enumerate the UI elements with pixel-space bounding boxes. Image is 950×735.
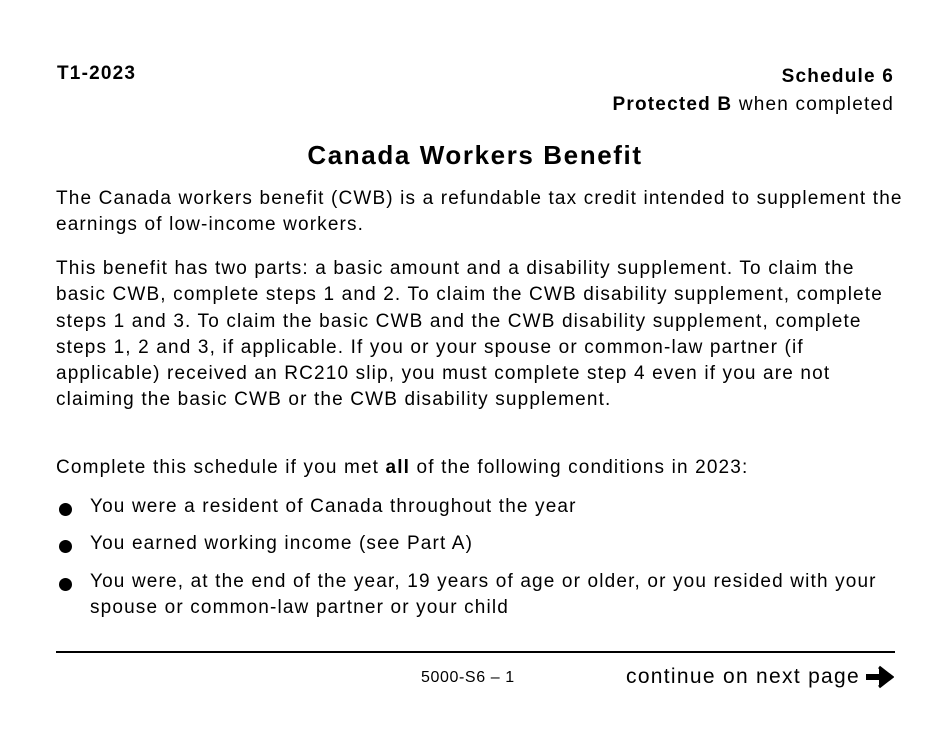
bullet-icon: [59, 503, 72, 516]
bullet-icon: [59, 578, 72, 591]
schedule-label: Schedule 6: [781, 66, 894, 87]
continue-next-page: [626, 665, 894, 689]
arrow-right-icon: [864, 665, 894, 689]
conditions-intro-bold: all: [385, 457, 411, 478]
protected-b-label: Protected B: [612, 94, 733, 115]
list-item: [56, 494, 906, 520]
list-item: [56, 569, 906, 622]
page-title: Canada Workers Benefit: [307, 140, 643, 170]
form-id: T1-2023: [57, 63, 137, 84]
protected-suffix: when completed: [732, 94, 894, 115]
parts-paragraph: This benefit has two parts: a basic amount and a disability supplement. To claim the basic CWB, complete steps 1 and 2. To claim the CWB disability supplement, complete steps 1 and 3. To claim the basic CWB and the CWB disability supplement, complete steps 1, 2 and 3, if applicable. If you or your spouse or common-law partner (if applicable) received an RC210 slip, you must complete step 4 even if you are not claiming the basic CWB or the CWB disability supplement.: [56, 258, 883, 411]
conditions-intro-after: of the following conditions in 2023:: [410, 457, 749, 478]
bullet-icon: [59, 540, 72, 553]
header-right: [613, 63, 895, 119]
conditions-intro-before: Complete this schedule if you met: [56, 457, 386, 478]
list-item: [56, 531, 906, 557]
protected-line: [613, 91, 895, 119]
continue-text: continue on next page: [626, 665, 860, 688]
condition-text: You were, at the end of the year, 19 years of age or older, or you resided with your spouse or common-law partner or your child: [90, 570, 877, 618]
conditions-list: [56, 494, 906, 632]
form-code: 5000-S6 – 1: [421, 669, 515, 686]
conditions-intro: [56, 455, 906, 481]
intro-paragraph: The Canada workers benefit (CWB) is a refundable tax credit intended to supplement the earnings of low-income workers.: [56, 188, 903, 236]
condition-text: You earned working income (see Part A): [90, 533, 474, 555]
footer-divider: [56, 651, 895, 653]
condition-text: You were a resident of Canada throughout the year: [90, 496, 577, 517]
